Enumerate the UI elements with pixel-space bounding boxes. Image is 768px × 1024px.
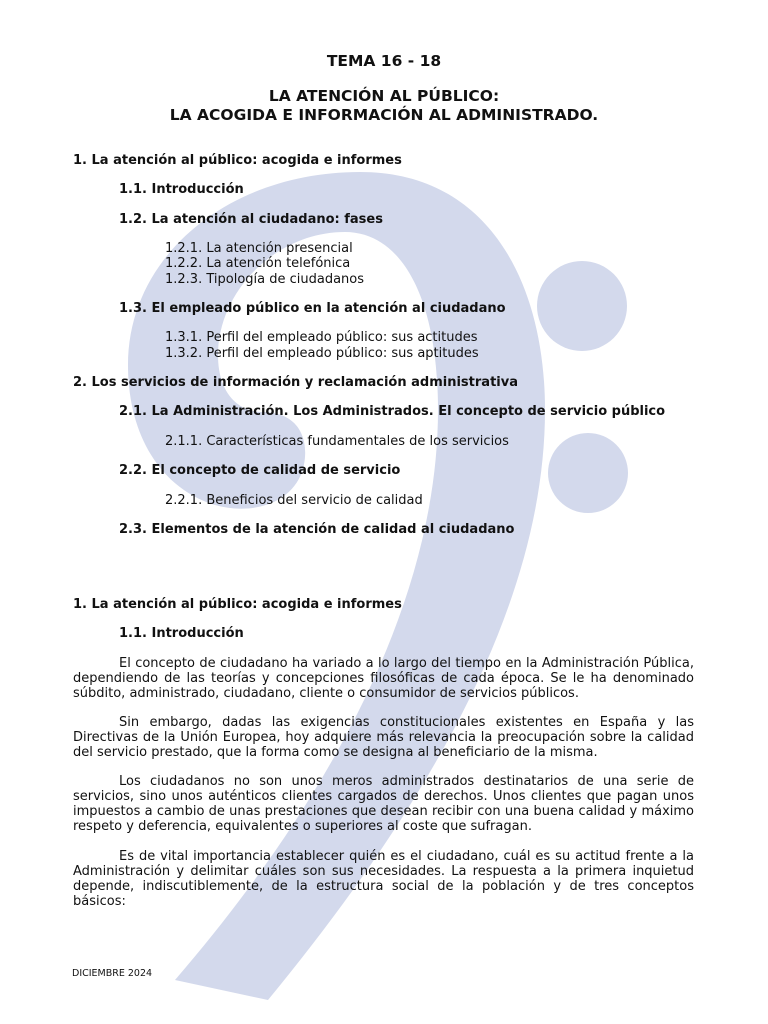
toc-item: 1.1. Introducción <box>119 182 244 197</box>
page-title-line-2: LA ACOGIDA E INFORMACIÓN AL ADMINISTRADO. <box>169 106 599 124</box>
toc-item: 1.3.1. Perfil del empleado público: sus actitudes <box>165 330 478 345</box>
body-paragraph: Los ciudadanos no son unos meros administrados destinatarios de una serie de servicios, sino unos auténticos clientes cargados de derechos. Unos clientes que pagan unos impuestos a cambio de unas prestaciones que desean recibir con una buena calidad y máximo respeto y deferencia, equivalentes o superiores al coste que sufragan. <box>73 774 694 834</box>
toc-item: 1. La atención al público: acogida e informes <box>73 153 402 168</box>
toc-item: 1.2.2. La atención telefónica <box>165 256 351 271</box>
page-title-line-1: LA ATENCIÓN AL PÚBLICO: <box>268 87 500 105</box>
body-paragraph: El concepto de ciudadano ha variado a lo largo del tiempo en la Administración Pública, dependiendo de las teorías y concepciones filosóficas de cada época. Se le ha denominado súbdito, administrado, ciudadano, cliente o consumidor de servicios públicos. <box>73 656 694 701</box>
tema-number: TEMA 16 - 18 <box>326 52 442 70</box>
body-paragraph: Sin embargo, dadas las exigencias constitucionales existentes en España y las Directivas de la Unión Europea, hoy adquiere más relevancia la preocupación sobre la calidad del servicio prestado, que la forma como se designa al beneficiario de la misma. <box>73 715 694 760</box>
toc-item: 2.2. El concepto de calidad de servicio <box>119 463 401 478</box>
subsection-heading: 1.1. Introducción <box>119 626 244 641</box>
toc-item: 1.2. La atención al ciudadano: fases <box>119 212 383 227</box>
toc-item: 2.3. Elementos de la atención de calidad al ciudadano <box>119 522 515 537</box>
footer-date: DICIEMBRE 2024 <box>72 968 153 979</box>
toc-item: 1.3.2. Perfil del empleado público: sus aptitudes <box>165 346 479 361</box>
toc-item: 2.2.1. Beneficios del servicio de calidad <box>165 493 423 508</box>
toc-item: 2.1. La Administración. Los Administrados. El concepto de servicio público <box>119 404 666 419</box>
toc-item: 1.2.1. La atención presencial <box>165 241 353 256</box>
toc-item: 2.1.1. Características fundamentales de los servicios <box>165 434 509 449</box>
section-heading: 1. La atención al público: acogida e informes <box>73 597 402 612</box>
toc-item: 2. Los servicios de información y reclamación administrativa <box>73 375 518 390</box>
toc-item: 1.2.3. Tipología de ciudadanos <box>165 272 365 287</box>
body-paragraph: Es de vital importancia establecer quién es el ciudadano, cuál es su actitud frente a la Administración y delimitar cuáles son sus necesidades. La respuesta a la primera inquietud depende, indiscutiblemente, de la estructura social de la población y de tres conceptos básicos: <box>73 849 694 909</box>
toc-item: 1.3. El empleado público en la atención al ciudadano <box>119 301 506 316</box>
